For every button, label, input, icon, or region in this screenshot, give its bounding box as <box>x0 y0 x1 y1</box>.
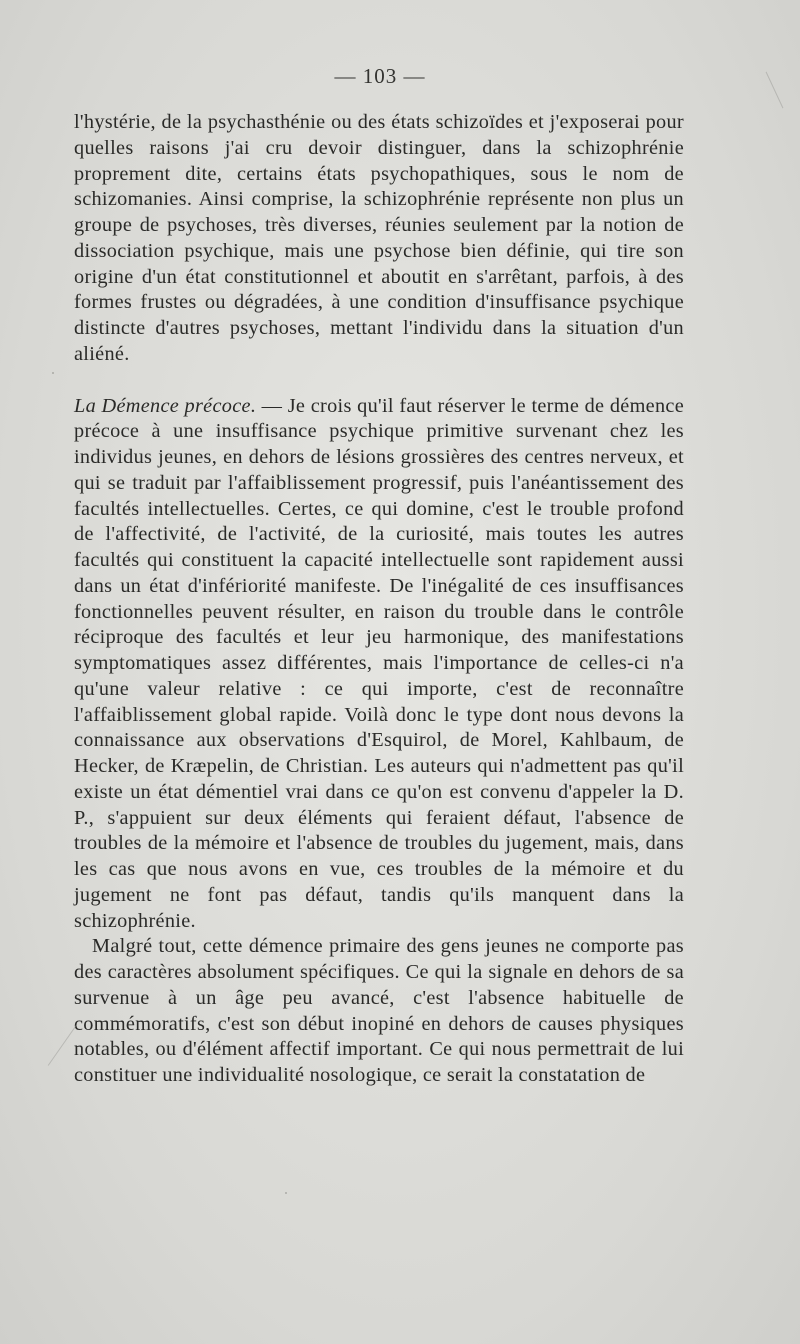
section-title: La Démence précoce. <box>74 394 257 417</box>
paper-edge-mark <box>48 1024 77 1066</box>
paragraph-malgre-tout: Malgré tout, cette démence primaire des gens jeunes ne comporte pas des caractères absolument spécifiques. Ce qui la signale en dehors de sa survenue à un âge peu avancé, c'est l'absence habituelle de commémoratifs, c'est son début inopiné en dehors de causes physiques notables, ou d'élément affectif important. Ce qui nous permettrait de lui constituer une individualité nosologique, ce serait la constatation de <box>74 935 684 1086</box>
paper-speck <box>52 372 54 374</box>
paper-edge-mark <box>766 72 784 109</box>
paragraph-demence-precoce <box>74 394 684 935</box>
body-text <box>74 110 684 1089</box>
section-body: — Je crois qu'il faut réserver le terme de démence précoce à une insuffisance psychique primitive survenant chez les individus jeunes, en dehors de lésions grossières des centres nerveux, et qui se traduit par l'affaiblissement progressif, puis l'anéantissement des facultés intellectuelles. Certes, ce qui domine, c'est le trouble profond de l'affectivité, de l'activité, de la curiosité, mais toutes les autres facultés qui constituent la capacité intellectuelle sont rapidement aussi dans un état d'infériorité manifeste. De l'inégalité de ces insuffisances fonctionnelles peuvent résulter, en raison du trouble dans le contrôle réciproque des facultés et leur jeu harmonique, des manifestations symptomatiques assez différentes, mais l'importance de celles-ci n'a qu'une valeur relative : ce qui importe, c'est de reconnaître l'affaiblissement global rapide. Voilà donc le type dont nous devons la connaissance aux observations d'Esquirol, de Morel, Kahlbaum, de Hecker, de Kræpelin, de Christian. Les auteurs qui n'admettent pas qu'il existe un état démentiel vrai dans ce qu'on est convenu d'appeler la D. P., s'appuient sur deux éléments qui feraient défaut, l'absence de troubles de la mémoire et l'absence de troubles du jugement, mais, dans les cas que nous avons en vue, ces troubles de la mémoire et du jugement ne font pas défaut, tandis qu'ils manquent dans la schizophrénie. <box>74 394 684 932</box>
page-number: — 103 — <box>334 64 426 88</box>
paragraph-intro-continuation: l'hystérie, de la psychasthénie ou des états schizoïdes et j'exposerai pour quelles raisons j'ai cru devoir distinguer, dans la schizophrénie proprement dite, certains états psychopathiques, sous le nom de schizomanies. Ainsi comprise, la schizophrénie représente non plus un groupe de psychoses, très diverses, réunies seulement par la notion de dissociation psychique, mais une psychose bien définie, qui tire son origine d'un état constitutionnel et aboutit en s'arrêtant, parfois, à des formes frustes ou dégradées, à une condition d'insuffisance psychique distincte d'autres psychoses, mettant l'individu dans la situation d'un aliéné. <box>74 111 684 365</box>
paper-speck <box>285 1192 287 1194</box>
